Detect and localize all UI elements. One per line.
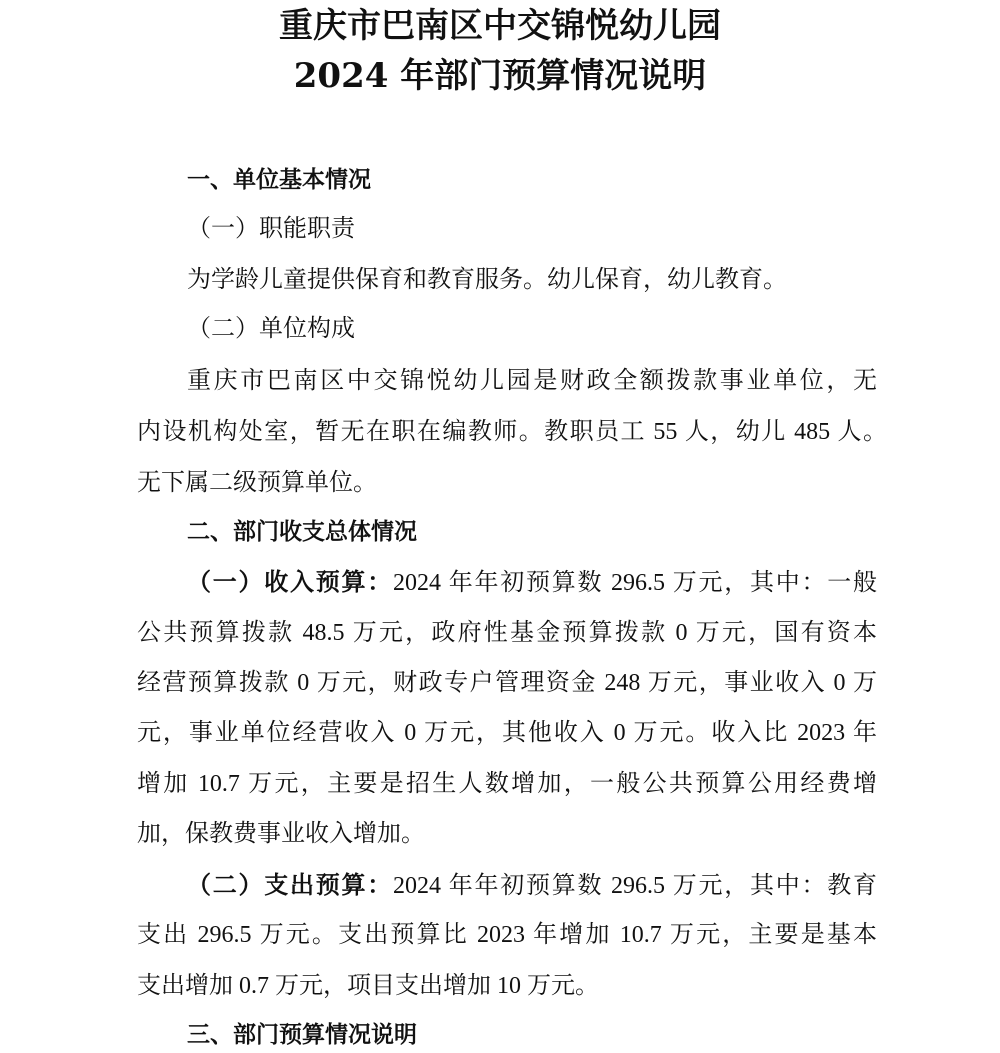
paragraph-income-line-6: 加，保教费事业收入增加。 [137, 821, 425, 847]
expense-line-1-text: 2024 年年初预算数 296.5 万元，其中：教育 [393, 873, 877, 899]
paragraph-composition-line-3: 无下属二级预算单位。 [137, 470, 377, 496]
paragraph-duties: 为学龄儿童提供保育和教育服务。幼儿保育，幼儿教育。 [187, 267, 787, 293]
paragraph-income-line-4: 元，事业单位经营收入 0 万元，其他收入 0 万元。收入比 2023 年 [137, 720, 877, 746]
paragraph-composition-line-2: 内设机构处室，暂无在职在编教师。教职员工 55 人，幼儿 485 人。 [137, 419, 887, 445]
paragraph-expense-line-1 [187, 869, 877, 902]
expense-lead-label: （二）支出预算： [187, 871, 393, 899]
paragraph-expense-line-2: 支出 296.5 万元。支出预算比 2023 年增加 10.7 万元，主要是基本 [137, 922, 877, 948]
paragraph-composition-line-1: 重庆市巴南区中交锦悦幼儿园是财政全额拨款事业单位，无 [187, 368, 877, 394]
subheading-duties: （一）职能职责 [187, 216, 355, 242]
income-line-1-text: 2024 年年初预算数 296.5 万元，其中：一般 [393, 570, 877, 596]
paragraph-income-line-3: 经营预算拨款 0 万元，财政专户管理资金 248 万元，事业收入 0 万 [137, 670, 877, 696]
paragraph-income-line-2: 公共预算拨款 48.5 万元，政府性基金预算拨款 0 万元，国有资本 [137, 620, 877, 646]
paragraph-income-line-1 [187, 566, 877, 599]
paragraph-expense-line-3: 支出增加 0.7 万元，项目支出增加 10 万元。 [137, 973, 599, 999]
section-heading-revenue-expenditure: 二、部门收支总体情况 [187, 519, 417, 545]
section-heading-basic-info: 一、单位基本情况 [187, 167, 371, 193]
income-lead-label: （一）收入预算： [187, 568, 393, 596]
section-heading-budget-details: 三、部门预算情况说明 [187, 1022, 417, 1048]
document-title-line-1: 重庆市巴南区中交锦悦幼儿园 [279, 6, 721, 46]
paragraph-income-line-5: 增加 10.7 万元，主要是招生人数增加，一般公共预算公用经费增 [137, 771, 877, 797]
document-title-line-2: 2024 年部门预算情况说明 [293, 56, 707, 96]
subheading-composition: （二）单位构成 [187, 316, 355, 342]
